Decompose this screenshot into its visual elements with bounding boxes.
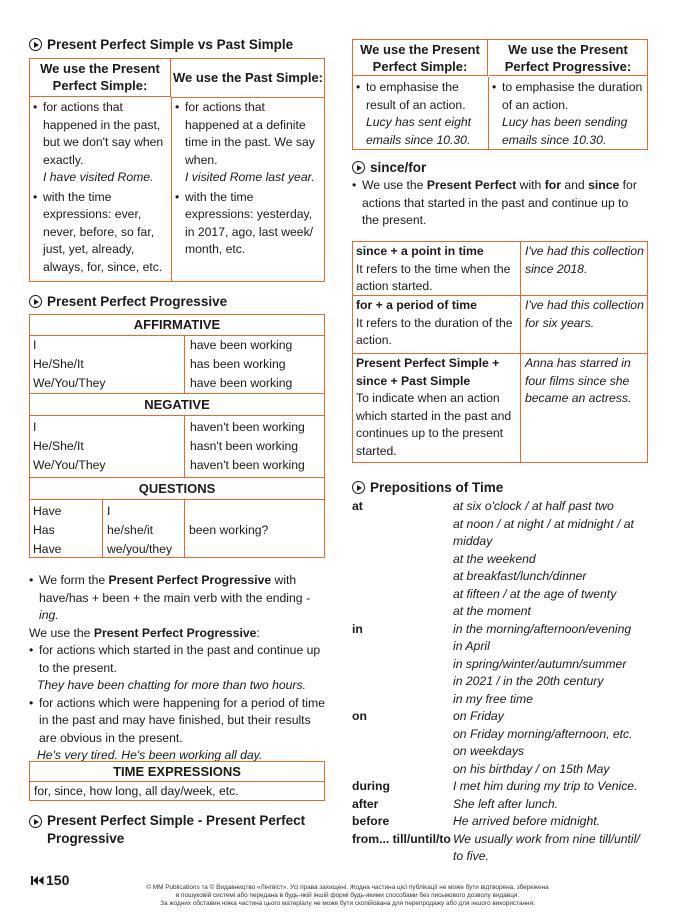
list-item: • with the time expressions: ever, never, before, so far, just, yet, already, always, for, since, etc. — [33, 189, 167, 277]
use-intro: We use the Present Perfect Progressive: — [29, 625, 260, 640]
col2-header: We use the Present Perfect Progressive: — [489, 40, 647, 76]
questions-col3: been working? — [189, 523, 269, 537]
since-for-intro: • We use the Present Perfect with for and since for actions that started in the past and continue up to the present. — [352, 177, 648, 230]
questions-header: QUESTIONS — [30, 479, 324, 500]
ps-vs-past-table — [29, 58, 325, 282]
col2-body: • to emphasise the duration of an action. Lucy has been sending emails since 10.30. — [492, 79, 644, 149]
col1-body: • to emphasise the result of an action. Lucy has sent eight emails since 10.30. — [356, 79, 484, 149]
prep-after: after She left after lunch. — [352, 796, 559, 811]
section-title-ps-vs-past: Present Perfect Simple vs Past Simple — [29, 37, 293, 52]
negative-rows: I haven't been working He/She/It hasn't been working We/You/They haven't been working — [33, 420, 305, 472]
prepositions-list — [352, 498, 662, 866]
time-expressions-box — [29, 761, 325, 801]
since-row-example: I've had this collection since 2018. — [525, 244, 644, 276]
since-row-head: since + a point in time It refers to the time when the action started. — [356, 244, 511, 293]
col1-body — [33, 99, 167, 276]
list-item: • for actions which were happening for a period of time in the past and may have finished, but their results are obvious in the present. — [29, 695, 325, 748]
example: He's very tired. He's been working all day. — [37, 748, 263, 762]
example: I visited Rome last year. — [185, 170, 315, 184]
prep-during: during I met him during my trip to Venice. — [352, 779, 638, 793]
col2-body — [175, 99, 321, 259]
since-for-table — [352, 241, 648, 463]
col2-header: We use the Past Simple: — [172, 59, 324, 98]
col1-header: We use the Present Perfect Simple: — [353, 40, 488, 76]
questions-col1: Have Has Have — [33, 504, 62, 556]
for-row-example: I've had this collection for six years. — [525, 298, 644, 330]
prep-from: from... till/until/to We usually work from nine till/until/ to five. — [352, 831, 640, 863]
time-expressions-body: for, since, how long, all day/week, etc. — [34, 784, 239, 798]
ppp-conjugation-table — [29, 314, 325, 558]
page-number: 150 — [31, 872, 69, 888]
affirmative-rows: I have been working He/She/It has been working We/You/They have been working — [33, 338, 293, 390]
affirmative-header: AFFIRMATIVE — [30, 315, 324, 336]
list-item: • with the time expressions: yesterday, in 2017, ago, last week/ month, etc. — [175, 189, 321, 259]
prep-at: at at six o'clock / at half past two at noon / at night / at midnight / at midday at the weekend at breakfast/lunch/dinner at fifteen / at the age of twenty at the moment — [352, 499, 634, 618]
prep-on: on on Friday on Friday morning/afternoon, etc. on weekdays on his birthday / on 15th May — [352, 709, 633, 776]
rewind-icon — [31, 876, 44, 885]
section-title-ppp: Present Perfect Progressive — [29, 294, 227, 309]
ppp-explanation — [29, 572, 325, 765]
for-row-head: for + a period of time It refers to the duration of the action. — [356, 298, 513, 347]
play-icon — [29, 815, 42, 828]
list-item: • for actions that happened in the past, but we don't say when exactly. — [33, 99, 167, 169]
prep-before: before He arrived before midnight. — [352, 814, 600, 828]
section-title-prepositions: Prepositions of Time — [352, 480, 503, 495]
section-title-since-for: since/for — [352, 160, 426, 175]
section-title-ps-vs-ppp: Present Perfect Simple - Present Perfect Progressive — [29, 812, 319, 848]
col1-header: We use the Present Perfect Simple: — [30, 59, 171, 97]
play-icon — [29, 38, 42, 51]
list-item: • for actions which started in the past and continue up to the present. — [29, 642, 325, 677]
ps-since-row-head: Present Perfect Simple + since + Past Simple To indicate when an action which started in the past and continues up to the present started. — [356, 356, 512, 458]
play-icon — [352, 481, 365, 494]
list-item: • We form the Present Perfect Progressive with have/has + been + the main verb with the ending -ing. — [29, 572, 325, 625]
play-icon — [29, 295, 42, 308]
example: I have visited Rome. — [43, 170, 154, 184]
ps-vs-ppp-table — [352, 39, 648, 150]
prep-in: in in the morning/afternoon/evening in April in spring/winter/autumn/summer in 2021 / in the 20th century in my free time — [352, 621, 632, 706]
time-expressions-header: TIME EXPRESSIONS — [30, 762, 324, 782]
questions-col2: I he/she/it we/you/they — [107, 504, 173, 556]
play-icon — [352, 161, 365, 174]
negative-header: NEGATIVE — [30, 395, 324, 416]
ps-since-row-example: Anna has starred in four films since she became an actress. — [525, 356, 632, 405]
copyright-notice: © MM Publications та © Видавництво «Лінгвіст». Усі права захищені. Жодна частина цієї публікації не може бути відтворена, збережена в пошуковій системі або передана в будь-якій іншій формі будь-якими способами без письмового дозволу видавця. За жодних обставин ніяка частина цього матеріалу не може бути скопійована для перепродажу або для іншого використання. — [146, 884, 549, 907]
list-item: • for actions that happened at a definite time in the past. We say when. — [175, 99, 321, 169]
example: They have been chatting for more than two hours. — [37, 678, 306, 692]
